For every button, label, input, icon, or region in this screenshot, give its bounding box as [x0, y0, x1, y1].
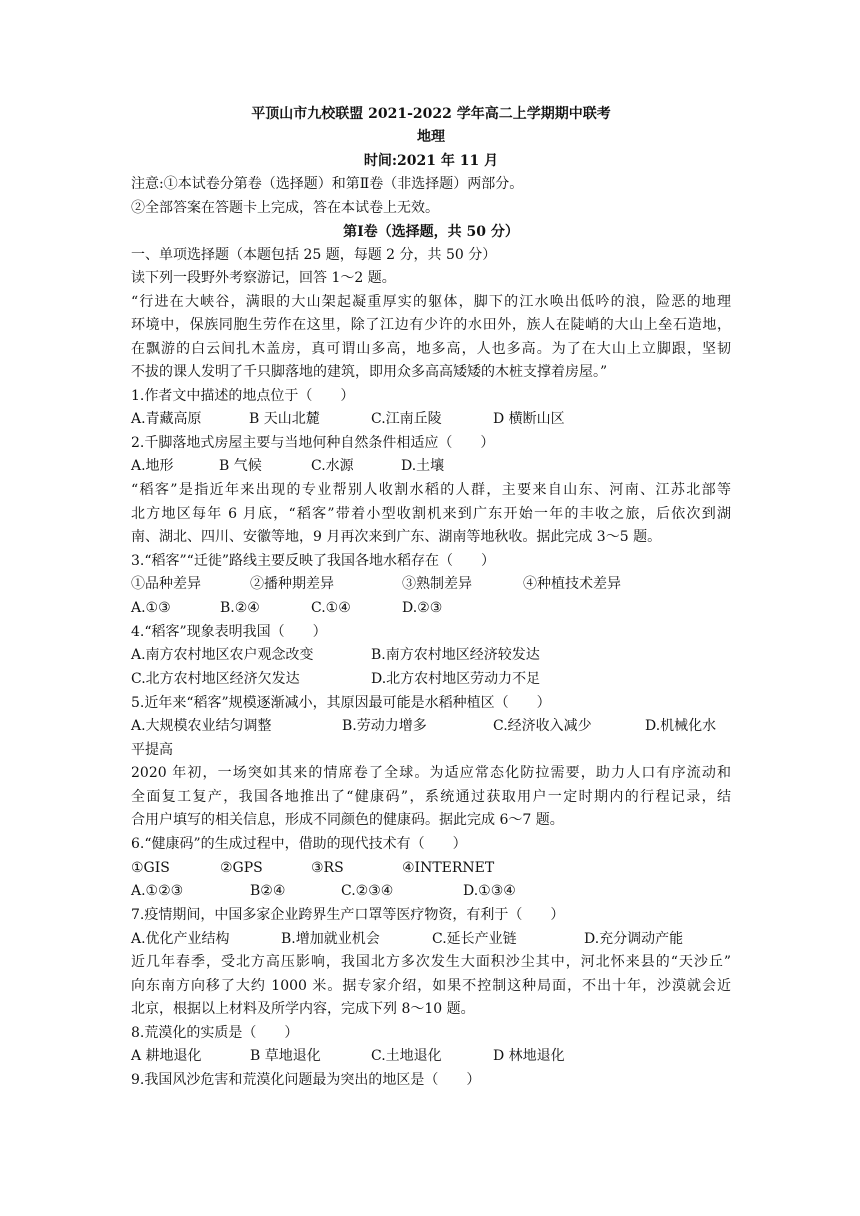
passage-1-line: 环境中，保族同胞生劳作在这里，除了江边有少许的水田外，族人在陡峭的大山上垒石造地，	[131, 317, 731, 333]
option-b: B.②④	[220, 600, 260, 616]
option-b: B 天山北麓	[249, 411, 320, 427]
item-2: ②播种期差异	[250, 576, 334, 592]
passage-2-line: 南、湖北、四川、安徽等地，9 月再次来到广东、湖南等地秋收。据此完成 3～5 题。	[131, 529, 662, 545]
item-4: ④INTERNET	[402, 860, 495, 876]
option-a: A 耕地退化	[131, 1048, 202, 1064]
passage-2-line: “稻客”是指近年来出现的专业帮别人收割水稻的人群，主要来自山东、河南、江苏北部等	[131, 482, 731, 498]
option-b: B②④	[250, 883, 286, 899]
item-3: ③熟制差异	[402, 576, 472, 592]
question-6-stem: 6.“健康码”的生成过程中，借助的现代技术有（ ）	[131, 836, 467, 852]
passage-1-line: “行进在大峡谷，满眼的大山架起凝重厚实的躯体，脚下的江水唤出低吟的浪，险恶的地理	[131, 294, 731, 310]
option-c: C.延长产业链	[432, 931, 517, 947]
option-a: A.青藏高原	[131, 411, 202, 427]
item-4: ④种植技术差异	[523, 576, 621, 592]
item-1: ①品种差异	[131, 576, 201, 592]
section-title: 第Ⅰ卷（选择题，共 50 分）	[343, 224, 519, 240]
option-c: C.水源	[311, 458, 354, 474]
passage-3-line: 2020 年初，一场突如其来的情席卷了全球。为适应常态化防拉需要，助力人口有序流动和	[131, 765, 731, 781]
option-d: D.充分调动产能	[584, 931, 684, 947]
question-5-option-d-continued: 平提高	[131, 742, 173, 758]
option-a: A.大规模农业结匀调整	[131, 718, 272, 734]
item-1: ①GIS	[131, 860, 170, 876]
option-c: C.北方农村地区经济欠发达	[131, 671, 300, 687]
option-b: B.增加就业机会	[281, 931, 380, 947]
question-6-items	[131, 857, 731, 879]
item-2: ②GPS	[220, 860, 263, 876]
part-title: 一、单项选择题（本题包括 25 题，每题 2 分，共 50 分）	[131, 247, 497, 263]
question-4-options-row-1	[131, 644, 731, 666]
question-3-options	[131, 597, 731, 619]
option-c: C.②③④	[341, 883, 394, 899]
question-2-stem: 2.千脚落地式房屋主要与当地何种自然条件相适应（ ）	[131, 435, 495, 451]
question-2-options	[131, 455, 731, 477]
option-c: C.土地退化	[371, 1048, 442, 1064]
option-a: A.地形	[131, 458, 174, 474]
option-a: A.①③	[131, 600, 171, 616]
note-2: ②全部答案在答题卡上完成，答在本试卷上无效。	[131, 200, 439, 216]
question-3-stem: 3.“稻客”“迁徙”路线主要反映了我国各地水稻存在（ ）	[131, 553, 495, 569]
option-c: C.①④	[311, 600, 351, 616]
option-c: C.经济收入减少	[493, 718, 592, 734]
question-8-stem: 8.荒漠化的实质是（ ）	[131, 1025, 299, 1041]
passage-3-line: 合用户填写的相关信息，形成不同颜色的健康码。据此完成 6～7 题。	[131, 812, 564, 828]
question-6-options	[131, 880, 731, 902]
exam-time: 时间:2021 年 11 月	[363, 153, 499, 169]
passage-1-line: 不拔的课人发明了千只脚落地的建筑，即用众多高高矮矮的木桩支撑着房屋。”	[131, 364, 608, 380]
question-9-stem: 9.我国风沙危害和荒漠化问题最为突出的地区是（ ）	[131, 1072, 481, 1088]
question-3-items	[131, 573, 731, 595]
passage-1-intro: 读下列一段野外考察游记，回答 1～2 题。	[131, 270, 396, 286]
question-4-stem: 4.“稻客”现象表明我国（ ）	[131, 624, 327, 640]
question-5-options	[131, 715, 731, 737]
exam-title: 平顶山市九校联盟 2021-2022 学年高二上学期期中联考	[251, 106, 611, 122]
option-a: A.①②③	[131, 883, 184, 899]
option-b: B.劳动力增多	[342, 718, 427, 734]
option-d: D 横断山区	[493, 411, 565, 427]
option-b: B 草地退化	[250, 1048, 321, 1064]
passage-4-line: 近几年春季，受北方高压影响，我国北方多次发生大面积沙尘其中，河北怀来县的“天沙丘”	[131, 954, 731, 970]
option-d: D 林地退化	[493, 1048, 565, 1064]
option-d: D.土壤	[401, 458, 445, 474]
option-d: D.北方农村地区劳动力不足	[371, 671, 541, 687]
option-c: C.江南丘陵	[371, 411, 442, 427]
subject-title: 地理	[417, 129, 445, 145]
question-1-stem: 1.作者文中描述的地点位于（ ）	[131, 388, 355, 404]
option-d: D.机械化水	[645, 718, 717, 734]
passage-3-line: 全面复工复产，我国各地推出了“健康码”，系统通过获取用户一定时期内的行程记录，结	[131, 789, 731, 805]
question-5-stem: 5.近年来“稻客”规模逐渐减小，其原因最可能是水稻种植区（ ）	[131, 695, 551, 711]
question-7-stem: 7.疫情期间，中国多家企业跨界生产口罩等医疗物资，有利于（ ）	[131, 907, 565, 923]
option-d: D.①③④	[463, 883, 516, 899]
note-1: 注意:①本试卷分第卷（选择题）和第Ⅱ卷（非选择题）两部分。	[131, 176, 524, 192]
option-b: B.南方农村地区经济较发达	[371, 647, 540, 663]
option-a: A.南方农村地区农户观念改变	[131, 647, 314, 663]
passage-4-line: 向东南方向移了大约 1000 米。据专家介绍，如果不控制这种局面，不出十年，沙漠就会近	[131, 978, 731, 994]
question-8-options	[131, 1045, 731, 1067]
question-7-options	[131, 928, 731, 950]
question-4-options-row-2	[131, 668, 731, 690]
option-a: A.优化产业结构	[131, 931, 230, 947]
question-1-options	[131, 408, 731, 430]
option-b: B 气候	[219, 458, 262, 474]
option-d: D.②③	[402, 600, 443, 616]
passage-4-line: 北京，根据以上材料及所学内容，完成下列 8～10 题。	[131, 1001, 475, 1017]
item-3: ③RS	[311, 860, 344, 876]
passage-1-line: 在飘游的白云间扎木盖房，真可谓山多高，地多高，人也多高。为了在大山上立脚跟，坚韧	[131, 341, 731, 357]
passage-2-line: 北方地区每年 6 月底，“稻客”带着小型收割机来到广东开始一年的丰收之旅，后依次到湖	[131, 506, 731, 522]
